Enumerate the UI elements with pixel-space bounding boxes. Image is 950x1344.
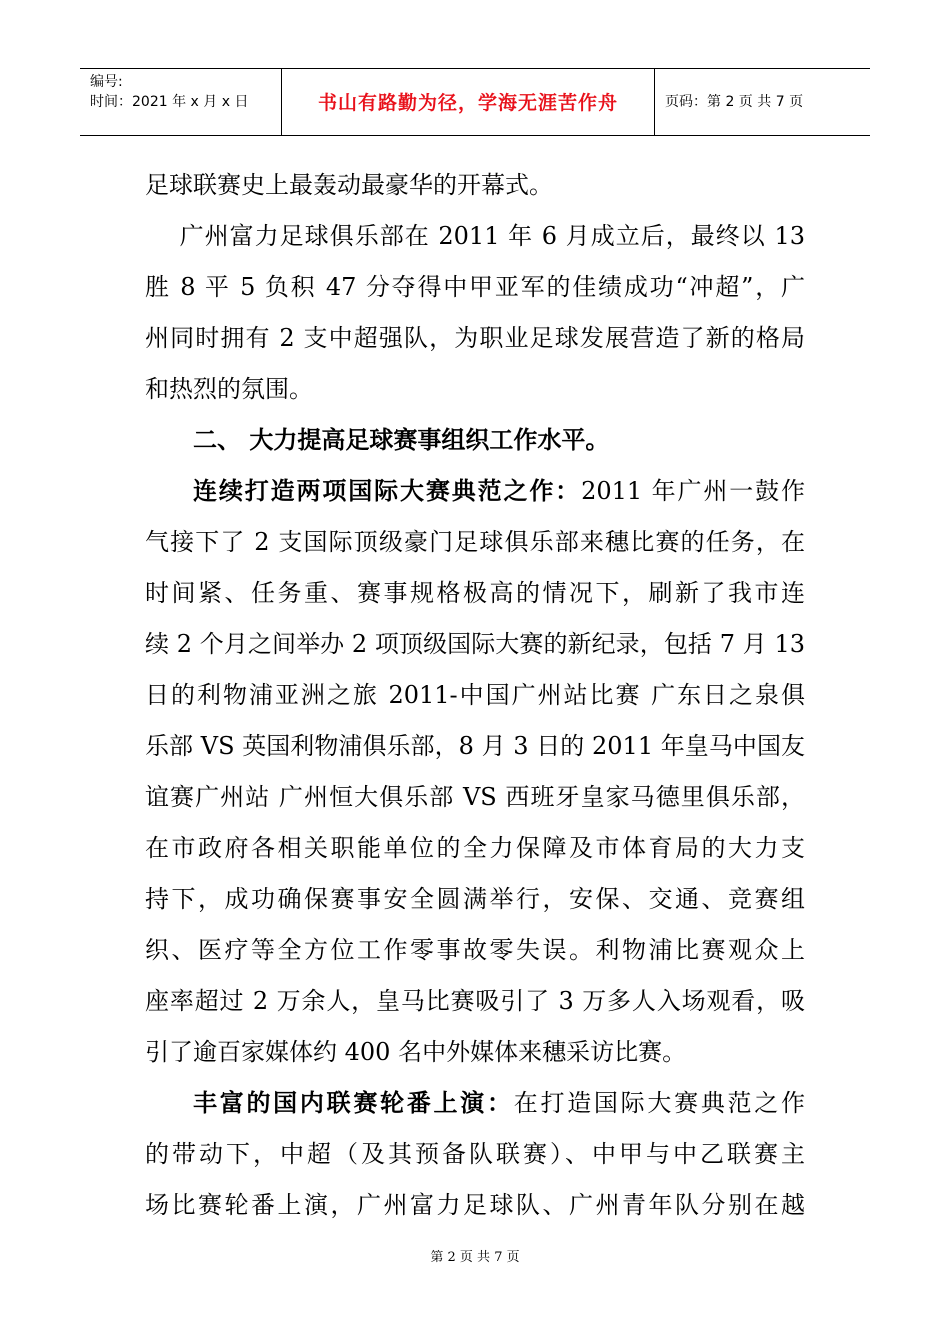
para2-first-rest: 2011 年广州一鼓作 (581, 477, 805, 505)
header-motto-cell (282, 69, 655, 135)
body-line: 日的利物浦亚洲之旅 2011-中国广州站比赛 广东日之泉俱 (145, 681, 805, 709)
body-line: 气接下了 2 支国际顶级豪门足球俱乐部来穗比赛的任务，在 (145, 528, 805, 556)
body-line: 和热烈的氛围。 (145, 375, 313, 403)
body-line: 座率超过 2 万余人，皇马比赛吸引了 3 万多人入场观看，吸 (145, 987, 805, 1015)
section-heading (145, 415, 805, 466)
document-header (80, 68, 870, 136)
body-line: 谊赛广州站 广州恒大俱乐部 VS 西班牙皇家马德里俱乐部， (145, 783, 805, 811)
page-footer: 第 2 页 共 7 页 (430, 1250, 520, 1265)
body-line: 足球联赛史上最轰动最豪华的开幕式。 (145, 171, 553, 199)
motto: 书山有路勤为径，学海无涯苦作舟 (317, 92, 618, 114)
body-line: 在市政府各相关职能单位的全力保障及市体育局的大力支 (145, 834, 805, 862)
header-meta (80, 69, 282, 135)
body-line: 州同时拥有 2 支中超强队，为职业足球发展营造了新的格局 (145, 324, 805, 352)
para2-lead: 连续打造两项国际大赛典范之作： (193, 477, 582, 505)
document-body (145, 160, 805, 1231)
body-line: 的带动下，中超（及其预备队联赛）、中甲与中乙联赛主 (145, 1140, 805, 1168)
number-label: 编号: (90, 74, 123, 90)
body-line: 乐部 VS 英国利物浦俱乐部，8 月 3 日的 2011 年皇马中国友 (145, 732, 805, 760)
para3-first-rest: 在打造国际大赛典范之作 (513, 1089, 806, 1117)
body-line: 引了逾百家媒体约 400 名中外媒体来穗采访比赛。 (145, 1038, 687, 1066)
body-line: 织、医疗等全方位工作零事故零失误。利物浦比赛观众上 (145, 936, 805, 964)
page-info: 页码：第 2 页 共 7 页 (665, 94, 804, 110)
paragraph-first-line (145, 466, 805, 517)
section-heading-text: 二、 大力提高足球赛事组织工作水平。 (193, 426, 610, 454)
paragraph-first-line (145, 1078, 805, 1129)
para3-lead: 丰富的国内联赛轮番上演： (193, 1089, 514, 1117)
body-line: 时间紧、任务重、赛事规格极高的情况下，刷新了我市连 (145, 579, 805, 607)
time-label: 时间：2021 年 x 月 x 日 (90, 94, 249, 110)
body-line: 胜 8 平 5 负积 47 分夺得中甲亚军的佳绩成功“冲超”，广 (145, 273, 805, 301)
body-line: 场比赛轮番上演，广州富力足球队、广州青年队分别在越 (145, 1191, 805, 1219)
body-line: 持下，成功确保赛事安全圆满举行，安保、交通、竞赛组 (145, 885, 805, 913)
body-line: 广州富力足球俱乐部在 2011 年 6 月成立后，最终以 13 (145, 222, 805, 250)
body-line: 续 2 个月之间举办 2 项顶级国际大赛的新纪录，包括 7 月 13 (145, 630, 805, 658)
